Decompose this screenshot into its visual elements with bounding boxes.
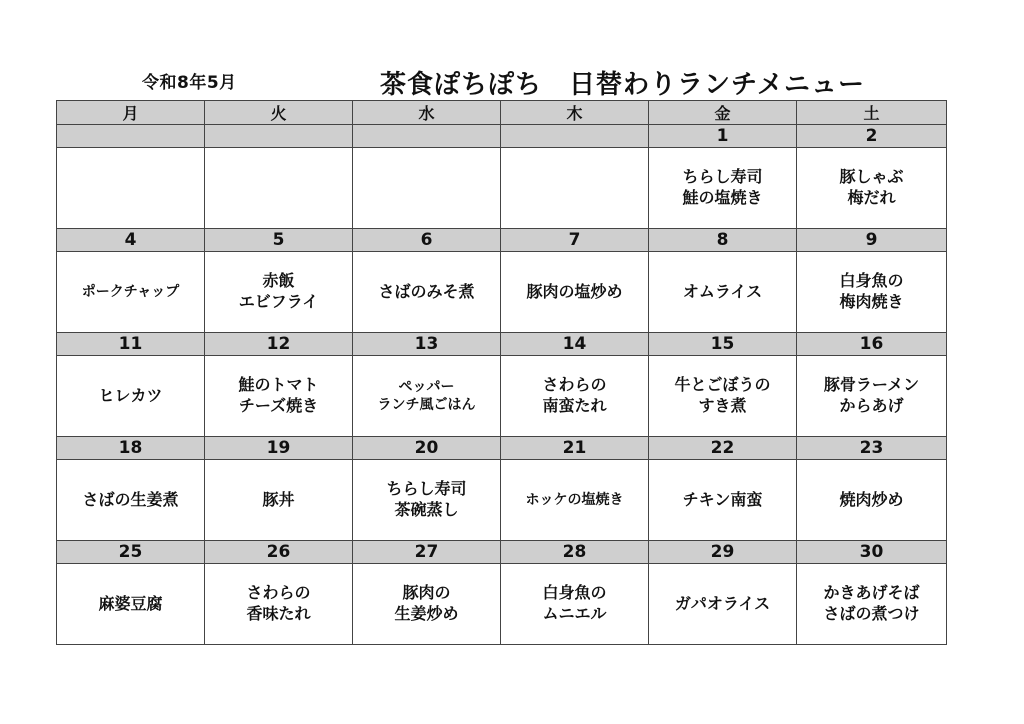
- menu-row: [57, 356, 947, 437]
- menu-cell: [205, 460, 353, 541]
- menu-cell: [205, 356, 353, 437]
- menu-cell: [797, 564, 947, 645]
- date-cell: 4: [57, 229, 205, 252]
- menu-item-text: ランチ風ごはん: [377, 397, 476, 413]
- date-cell: 8: [649, 229, 797, 252]
- date-cell: 28: [501, 541, 649, 564]
- menu-item-text: チーズ焼き: [238, 396, 319, 415]
- menu-cell: [205, 252, 353, 333]
- menu-item-text: ちらし寿司: [386, 479, 467, 499]
- menu-item-text: 焼肉炒め: [839, 489, 904, 509]
- date-cell: 11: [57, 333, 205, 356]
- date-cell: 22: [649, 437, 797, 460]
- menu-cell: [649, 252, 797, 333]
- menu-item-text: さばのみそ煮: [378, 281, 475, 301]
- menu-cell: [501, 252, 649, 333]
- menu-cell: [353, 356, 501, 437]
- date-cell: [205, 125, 353, 148]
- menu-cell: [797, 356, 947, 437]
- date-cell: 25: [57, 541, 205, 564]
- weekday-mon: 月: [57, 101, 205, 125]
- date-cell: 27: [353, 541, 501, 564]
- menu-item-text: オムライス: [682, 281, 763, 301]
- menu-cell: [501, 564, 649, 645]
- menu-item-text: 鮭のトマト: [238, 375, 319, 395]
- menu-item-text: ポークチャップ: [81, 283, 180, 300]
- menu-cell: [353, 148, 501, 229]
- date-cell: 16: [797, 333, 947, 356]
- menu-cell: [205, 148, 353, 229]
- weekday-wed: 水: [353, 101, 501, 125]
- menu-row: [57, 148, 947, 229]
- date-cell: 18: [57, 437, 205, 460]
- date-cell: 26: [205, 541, 353, 564]
- date-cell: 13: [353, 333, 501, 356]
- date-cell: 29: [649, 541, 797, 564]
- weekday-tue: 火: [205, 101, 353, 125]
- menu-item-text: ヒレカツ: [98, 385, 163, 405]
- date-cell: 1: [649, 125, 797, 148]
- menu-item-text: 梅肉焼き: [839, 292, 904, 311]
- menu-cell: [797, 252, 947, 333]
- menu-item-text: さばの生姜煮: [82, 489, 179, 509]
- menu-cell: [501, 356, 649, 437]
- date-cell: 9: [797, 229, 947, 252]
- date-row: [57, 229, 947, 252]
- menu-row: [57, 252, 947, 333]
- weekday-header-row: [57, 101, 947, 125]
- menu-item-text: さばの煮つけ: [823, 604, 920, 623]
- menu-item-text: ペッパー: [398, 378, 455, 395]
- menu-row: [57, 564, 947, 645]
- menu-cell: [57, 148, 205, 229]
- menu-item-text: 豚骨ラーメン: [823, 375, 920, 395]
- date-cell: 19: [205, 437, 353, 460]
- menu-item-text: エビフライ: [238, 292, 319, 311]
- menu-title: 茶食ぽちぽち 日替わりランチメニュー: [380, 70, 865, 100]
- menu-cell: [353, 252, 501, 333]
- date-cell: 6: [353, 229, 501, 252]
- menu-cell: [797, 460, 947, 541]
- menu-item-text: 豚しゃぶ: [839, 167, 904, 187]
- menu-item-text: 豚肉の: [402, 583, 451, 603]
- menu-cell: [57, 252, 205, 333]
- weekday-fri: 金: [649, 101, 797, 125]
- menu-item-text: 麻婆豆腐: [98, 593, 163, 613]
- menu-cell: [649, 460, 797, 541]
- calendar-body: [57, 125, 947, 645]
- date-cell: 30: [797, 541, 947, 564]
- menu-item-text: 香味たれ: [246, 604, 311, 623]
- lunch-calendar: [56, 100, 947, 645]
- date-row: [57, 541, 947, 564]
- date-cell: 15: [649, 333, 797, 356]
- menu-item-text: チキン南蛮: [682, 489, 763, 509]
- date-cell: [353, 125, 501, 148]
- menu-cell: [57, 564, 205, 645]
- date-cell: 20: [353, 437, 501, 460]
- menu-item-text: 生姜炒め: [394, 604, 459, 623]
- date-cell: 21: [501, 437, 649, 460]
- menu-cell: [649, 148, 797, 229]
- date-cell: 7: [501, 229, 649, 252]
- menu-cell: [57, 460, 205, 541]
- menu-item-text: ムニエル: [542, 604, 607, 623]
- menu-item-text: かきあげそば: [823, 583, 920, 603]
- menu-item-text: 豚丼: [262, 489, 295, 509]
- date-cell: 23: [797, 437, 947, 460]
- menu-item-text: 赤飯: [262, 271, 295, 291]
- menu-item-text: 梅だれ: [847, 188, 896, 207]
- menu-item-text: 白身魚の: [839, 271, 904, 291]
- menu-item-text: さわらの: [542, 375, 607, 395]
- menu-cell: [353, 460, 501, 541]
- date-cell: 12: [205, 333, 353, 356]
- menu-row: [57, 460, 947, 541]
- date-cell: [57, 125, 205, 148]
- menu-cell: [649, 356, 797, 437]
- weekday-thu: 木: [501, 101, 649, 125]
- menu-cell: [57, 356, 205, 437]
- era-month-title: 令和8年5月: [142, 73, 237, 93]
- menu-item-text: 白身魚の: [542, 583, 607, 603]
- menu-item-text: さわらの: [246, 583, 311, 603]
- menu-cell: [649, 564, 797, 645]
- menu-item-text: からあげ: [839, 396, 904, 415]
- menu-cell: [205, 564, 353, 645]
- menu-item-text: 牛とごぼうの: [674, 375, 771, 395]
- menu-item-text: ホッケの塩焼き: [525, 491, 624, 508]
- date-row: [57, 333, 947, 356]
- menu-item-text: 鮭の塩焼き: [682, 188, 763, 207]
- date-row: [57, 125, 947, 148]
- weekday-sat: 土: [797, 101, 947, 125]
- date-cell: 2: [797, 125, 947, 148]
- menu-cell: [501, 460, 649, 541]
- menu-item-text: ちらし寿司: [682, 167, 763, 187]
- date-cell: [501, 125, 649, 148]
- menu-item-text: ガパオライス: [674, 593, 771, 613]
- date-cell: 5: [205, 229, 353, 252]
- date-row: [57, 437, 947, 460]
- menu-cell: [797, 148, 947, 229]
- menu-item-text: すき煮: [698, 396, 747, 415]
- date-cell: 14: [501, 333, 649, 356]
- menu-cell: [353, 564, 501, 645]
- menu-item-text: 茶碗蒸し: [394, 500, 459, 519]
- menu-item-text: 南蛮たれ: [542, 396, 607, 415]
- menu-cell: [501, 148, 649, 229]
- menu-item-text: 豚肉の塩炒め: [526, 281, 623, 301]
